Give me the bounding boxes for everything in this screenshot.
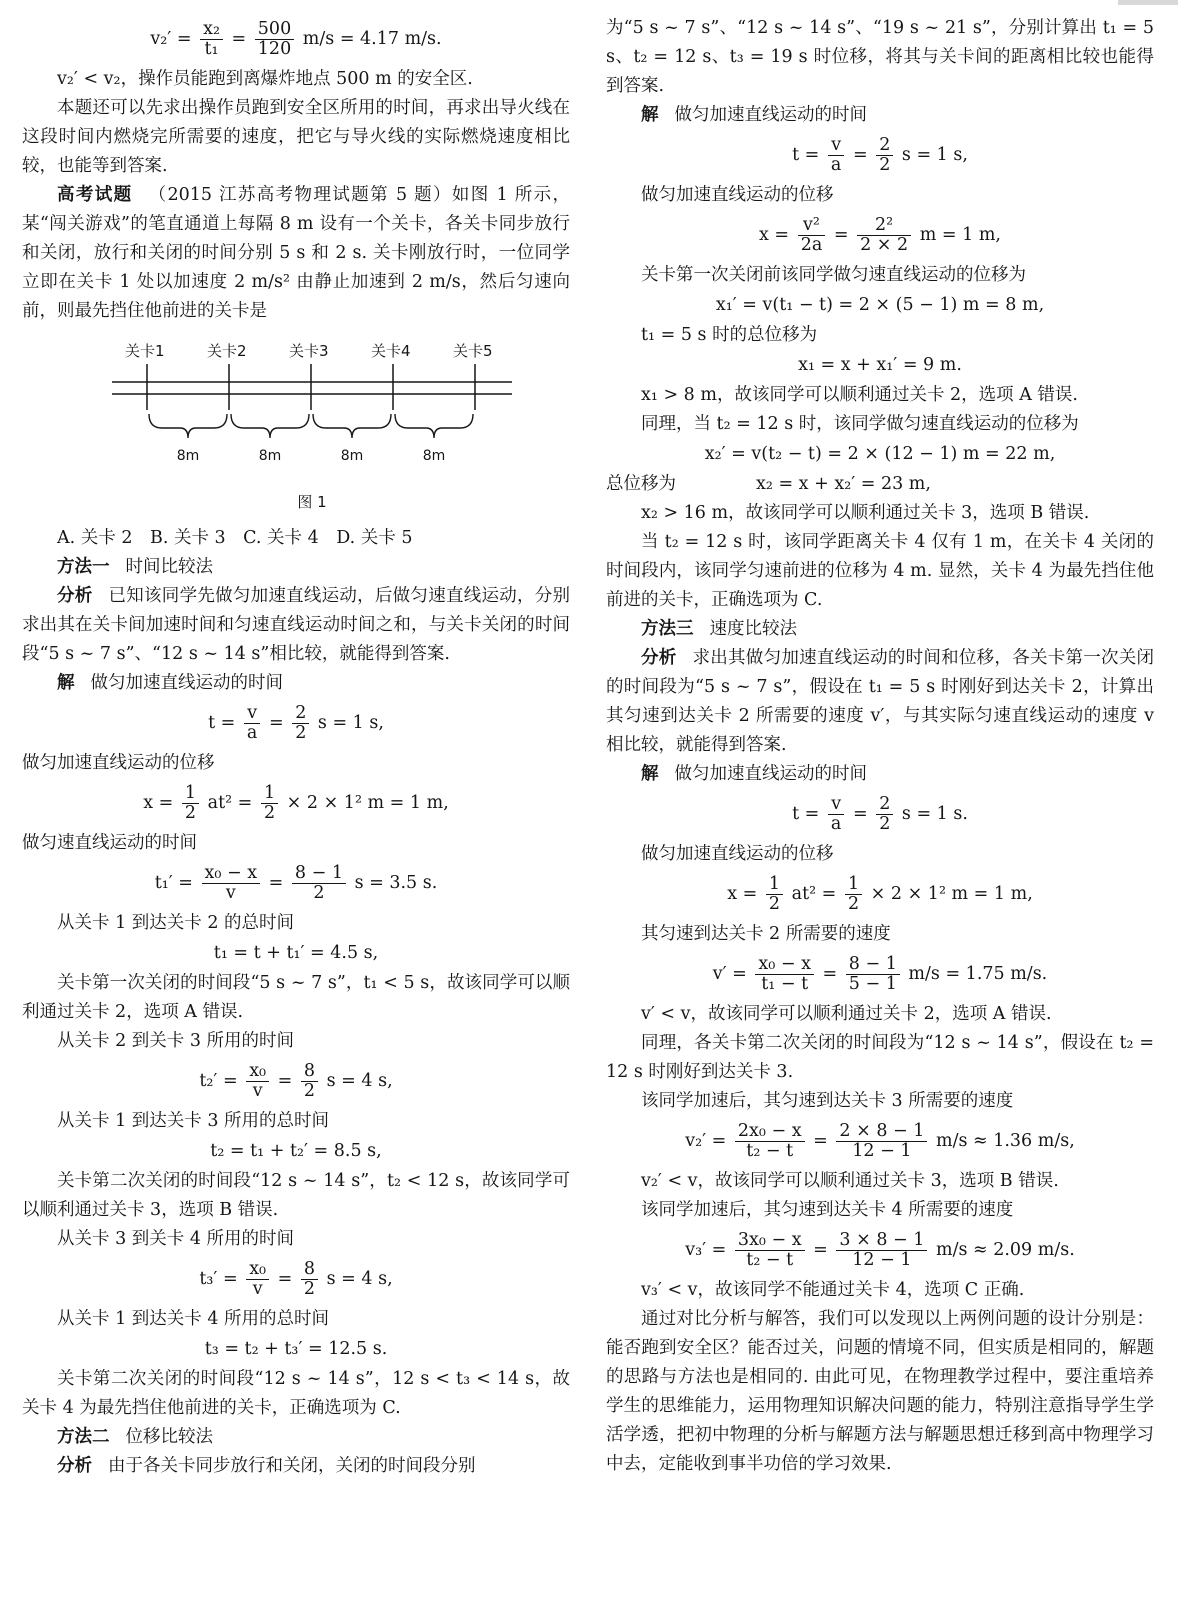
brace-4	[395, 414, 473, 438]
equation: x₁′ = v(t₁ − t) = 2 × (5 − 1) m = 8 m,	[715, 295, 1045, 315]
paragraph: 同理，各关卡第二次关闭的时间段为“12 s ~ 14 s”，假设在 t₂ = 12 s 时刚好到达关卡 3.	[606, 1033, 1154, 1082]
gates-diagram-svg	[102, 338, 522, 488]
equation: x = $\frac{\text{v²}}{2a}$ = $\frac{\text{2²}}{2 \times 2}$ m = 1 m,	[759, 215, 1001, 255]
conclusion-paragraph: 通过对比分析与解答，我们可以发现以上两例问题的设计分别是：能否跑到安全区？能否过关，问题的情境不同，但实质是相同的，解题的思路与方法也是相同的. 由此可见，在物理教学过程中，要注重培养学生的思维能力，运用物理知识解决问题的能力，特别注意指导学生学活学透，把初中物理的分析与解题方法与解题思想迁移到高中物理学习中去，定能收到事半功倍的学习效果.	[606, 1309, 1154, 1474]
paragraph: 关卡第二次关闭的时间段“12 s ~ 14 s”，12 s < t₃ < 14 s，故关卡 4 为最先挡住他前进的关卡，正确选项为 C.	[22, 1369, 570, 1418]
spacing-label-2: 8m	[258, 448, 282, 464]
gate-label-4: 关卡4	[371, 342, 411, 360]
equation: x = $\frac{1}{2}$ at² = $\frac{1}{2}$ × 2 × 1² m = 1 m,	[143, 783, 449, 823]
fraction: $\frac{500}{120}$	[255, 20, 294, 59]
spacing-label-3: 8m	[340, 448, 364, 464]
paragraph: 做匀速直线运动的时间	[22, 833, 197, 853]
paragraph: 做匀加速直线运动的位移	[641, 185, 834, 205]
paragraph: 其匀速到达关卡 2 所需要的速度	[641, 924, 891, 944]
fraction: $\frac{1}{2}$	[261, 784, 278, 823]
equation: v₃′ = $\frac{\text{3x₀ − x}}{\text{t₂ − t}}$ = $\frac{3 \times 8 - 1}{12 - 1}$ m/s ≈ 2.09 m/s.	[685, 1230, 1075, 1270]
paragraph: t₁ = 5 s 时的总位移为	[641, 325, 818, 345]
page-edge-mark	[1118, 0, 1178, 5]
equation-v2prime: v₂′ = $\frac{\text{x₂}}{\text{t₁}}$ = $\frac{500}{120}$ m/s = 4.17 m/s.	[150, 19, 442, 59]
right-column	[606, 14, 1154, 1479]
fraction: $\frac{8}{2}$	[301, 1260, 318, 1299]
left-column	[22, 14, 570, 1481]
paragraph: 关卡第一次关闭的时间段“5 s ~ 7 s”，t₁ < 5 s，故该同学可以顺利通过关卡 2，选项 A 错误.	[22, 973, 570, 1022]
fraction: $\frac{2 \times 8 - 1}{12 - 1}$	[836, 1122, 927, 1161]
equation: t₁ = t + t₁′ = 4.5 s,	[213, 943, 379, 963]
paragraph: 做匀加速直线运动的位移	[22, 753, 215, 773]
spacing-label-1: 8m	[176, 448, 200, 464]
paragraph: 关卡第一次关闭前该同学做匀速直线运动的位移为	[641, 265, 1026, 285]
spacing-label-4: 8m	[422, 448, 446, 464]
paragraph: 本题还可以先求出操作员跑到安全区所用的时间，再求出导火线在这段时间内燃烧完所需要的速度，把它与导火线的实际燃烧速度相比较，也能等到答案.	[22, 98, 570, 176]
gate-label-5: 关卡5	[453, 342, 493, 360]
paragraph: 从关卡 3 到关卡 4 所用的时间	[57, 1229, 295, 1249]
method-1-analysis: 分析 已知该同学先做匀加速直线运动，后做匀速直线运动，分别求出其在关卡间加速时间和匀速直线运动时间之和，与关卡关闭的时间段“5 s ~ 7 s”、“12 s ~ 14 s”相比较，就能得到答案.	[22, 586, 571, 664]
brace-1	[149, 414, 227, 438]
answer-options: A. 关卡 2 B. 关卡 3 C. 关卡 4 D. 关卡 5	[57, 528, 413, 548]
paragraph: 该同学加速后，其匀速到达关卡 4 所需要的速度	[641, 1200, 1014, 1220]
brace-2	[231, 414, 309, 438]
fraction: $\frac{\text{v²}}{2a}$	[798, 216, 826, 255]
method-3-analysis: 分析 求出其做匀加速直线运动的时间和位移，各关卡第一次关闭的时间段为“5 s ~ 7 s”，假设在 t₁ = 5 s 时刚好到达关卡 2，计算出其匀速到达关卡 2 所需要的速度 v′，与其实际匀速直线运动的速度 v 相比较，就能得到答案.	[606, 648, 1155, 755]
equation: t = $\frac{v}{a}$ = $\frac{2}{2}$ s = 1 s,	[792, 135, 968, 175]
fraction: $\frac{\text{2x₀ − x}}{\text{t₂ − t}}$	[735, 1122, 805, 1161]
equation: t₂′ = $\frac{\text{x₀}}{v}$ = $\frac{8}{2}$ s = 4 s,	[199, 1061, 393, 1101]
equation: x₂′ = v(t₂ − t) = 2 × (12 − 1) m = 22 m,	[704, 444, 1056, 464]
fraction: $\frac{8}{2}$	[301, 1062, 318, 1101]
fraction: $\frac{v}{a}$	[828, 136, 844, 175]
paragraph: 关卡第二次关闭的时间段“12 s ~ 14 s”，t₂ < 12 s，故该同学可以顺利通过关卡 3，选项 B 错误.	[22, 1171, 570, 1220]
fraction: $\frac{8 - 1}{2}$	[292, 864, 346, 903]
figure-1-gates-diagram	[102, 338, 522, 518]
fraction: $\frac{\text{x₀ − x}}{\text{t₁ − t}}$	[755, 955, 814, 994]
fraction: $\frac{8 - 1}{5 - 1}$	[846, 955, 900, 994]
figure-caption: 图 1	[297, 493, 327, 511]
paragraph: 当 t₂ = 12 s 时，该同学距离关卡 4 仅有 1 m，在关卡 4 关闭的时间段内，该同学匀速前进的位移为 4 m. 显然，关卡 4 为最先挡住他前进的关卡，正确选项为 C.	[606, 532, 1154, 610]
fraction: $\frac{2}{2}$	[876, 136, 893, 175]
equation: t₂ = t₁ + t₂′ = 8.5 s,	[210, 1141, 382, 1161]
method-2-analysis-start: 分析 由于各关卡同步放行和关闭，关闭的时间段分别	[57, 1456, 476, 1476]
equation: t = $\frac{v}{a}$ = $\frac{2}{2}$ s = 1 s.	[792, 794, 968, 834]
equation: t₁′ = $\frac{\text{x₀ − x}}{v}$ = $\frac{8 - 1}{2}$ s = 3.5 s.	[154, 863, 438, 903]
equation: t₃ = t₂ + t₃′ = 12.5 s.	[204, 1339, 388, 1359]
method-2-solution: 解 做匀加速直线运动的时间	[641, 105, 867, 125]
equation: t₃′ = $\frac{\text{x₀}}{v}$ = $\frac{8}{2}$ s = 4 s,	[199, 1259, 393, 1299]
paragraph: 从关卡 2 到关卡 3 所用的时间	[57, 1031, 295, 1051]
fraction: $\frac{\text{x₂}}{\text{t₁}}$	[200, 20, 223, 59]
fraction: $\frac{1}{2}$	[766, 875, 783, 914]
paragraph: x₂ > 16 m，故该同学可以顺利通过关卡 3，选项 B 错误.	[641, 503, 1090, 523]
equation: v′ = $\frac{\text{x₀ − x}}{\text{t₁ − t}}$ = $\frac{8 - 1}{5 - 1}$ m/s = 1.75 m/s.	[712, 954, 1048, 994]
fraction: $\frac{\text{2²}}{2 \times 2}$	[857, 216, 911, 255]
paragraph: x₁ > 8 m，故该同学可以顺利通过关卡 2，选项 A 错误.	[641, 385, 1078, 405]
fraction: $\frac{\text{x₀}}{v}$	[246, 1260, 269, 1299]
gate-label-2: 关卡2	[207, 342, 247, 360]
equation: x₁ = x + x₁′ = 9 m.	[798, 355, 962, 375]
method-3-solution: 解 做匀加速直线运动的时间	[641, 764, 867, 784]
fraction: $\frac{v}{a}$	[828, 795, 844, 834]
fraction: $\frac{1}{2}$	[182, 784, 199, 823]
method-1-solution: 解 做匀加速直线运动的时间	[57, 673, 283, 693]
paragraph: 总位移为 x₂ = x + x₂′ = 23 m,	[606, 474, 931, 494]
brace-3	[313, 414, 391, 438]
gate-label-1: 关卡1	[125, 342, 165, 360]
fraction: $\frac{2}{2}$	[292, 704, 309, 743]
fraction: $\frac{3 \times 8 - 1}{12 - 1}$	[836, 1231, 927, 1270]
exam-question: 高考试题 （2015 江苏高考物理试题第 5 题）如图 1 所示，某“闯关游戏”的笔直通道上每隔 8 m 设有一个关卡，各关卡同步放行和关闭，放行和关闭的时间分别 5 s 和 2 s. 关卡刚放行时，一位同学立即在关卡 1 处以加速度 2 m/s² 由静止加速到 2 m/s，然后匀速向前，则最先挡住他前进的关卡是	[22, 185, 571, 321]
method-2-analysis-continued: 为“5 s ~ 7 s”、“12 s ~ 14 s”、“19 s ~ 21 s”，分别计算出 t₁ = 5 s、t₂ = 12 s、t₃ = 19 s 时位移，将其与关卡间的距离相比较也能得到答案.	[606, 18, 1154, 96]
equation: x = $\frac{1}{2}$ at² = $\frac{1}{2}$ × 2 × 1² m = 1 m,	[727, 874, 1033, 914]
paragraph: v₂′ < v₂，操作员能跑到离爆炸地点 500 m 的安全区.	[57, 69, 473, 89]
paragraph: 从关卡 1 到达关卡 3 所用的总时间	[57, 1111, 330, 1131]
paragraph: 同理，当 t₂ = 12 s 时，该同学做匀速直线运动的位移为	[641, 414, 1079, 434]
fraction: $\frac{\text{x₀ − x}}{v}$	[202, 864, 261, 903]
eq-lhs: v₂′ =	[150, 29, 192, 49]
exam-label: 高考试题	[57, 185, 133, 205]
paragraph: 该同学加速后，其匀速到达关卡 3 所需要的速度	[641, 1091, 1014, 1111]
paragraph: 从关卡 1 到达关卡 4 所用的总时间	[57, 1309, 330, 1329]
fraction: $\frac{v}{a}$	[244, 704, 260, 743]
paragraph: v′ < v，故该同学可以顺利通过关卡 2，选项 A 错误.	[641, 1004, 1052, 1024]
method-1-heading: 方法一 时间比较法	[57, 557, 213, 577]
paragraph: v₃′ < v，故该同学不能通过关卡 4，选项 C 正确.	[641, 1280, 1025, 1300]
method-2-heading: 方法二 位移比较法	[57, 1427, 213, 1447]
paragraph: v₂′ < v，故该同学可以顺利通过关卡 3，选项 B 错误.	[641, 1171, 1059, 1191]
fraction: $\frac{1}{2}$	[845, 875, 862, 914]
method-3-heading: 方法三 速度比较法	[641, 619, 797, 639]
paragraph: 做匀加速直线运动的位移	[641, 844, 834, 864]
equation: t = $\frac{v}{a}$ = $\frac{2}{2}$ s = 1 s,	[208, 703, 384, 743]
fraction: $\frac{\text{3x₀ − x}}{\text{t₂ − t}}$	[735, 1231, 805, 1270]
fraction: $\frac{\text{x₀}}{v}$	[246, 1062, 269, 1101]
fraction: $\frac{2}{2}$	[876, 795, 893, 834]
equation: v₂′ = $\frac{\text{2x₀ − x}}{\text{t₂ − t}}$ = $\frac{2 \times 8 - 1}{12 - 1}$ m/s ≈ 1.36 m/s,	[685, 1121, 1075, 1161]
paragraph: 从关卡 1 到达关卡 2 的总时间	[57, 913, 295, 933]
gate-label-3: 关卡3	[289, 342, 329, 360]
